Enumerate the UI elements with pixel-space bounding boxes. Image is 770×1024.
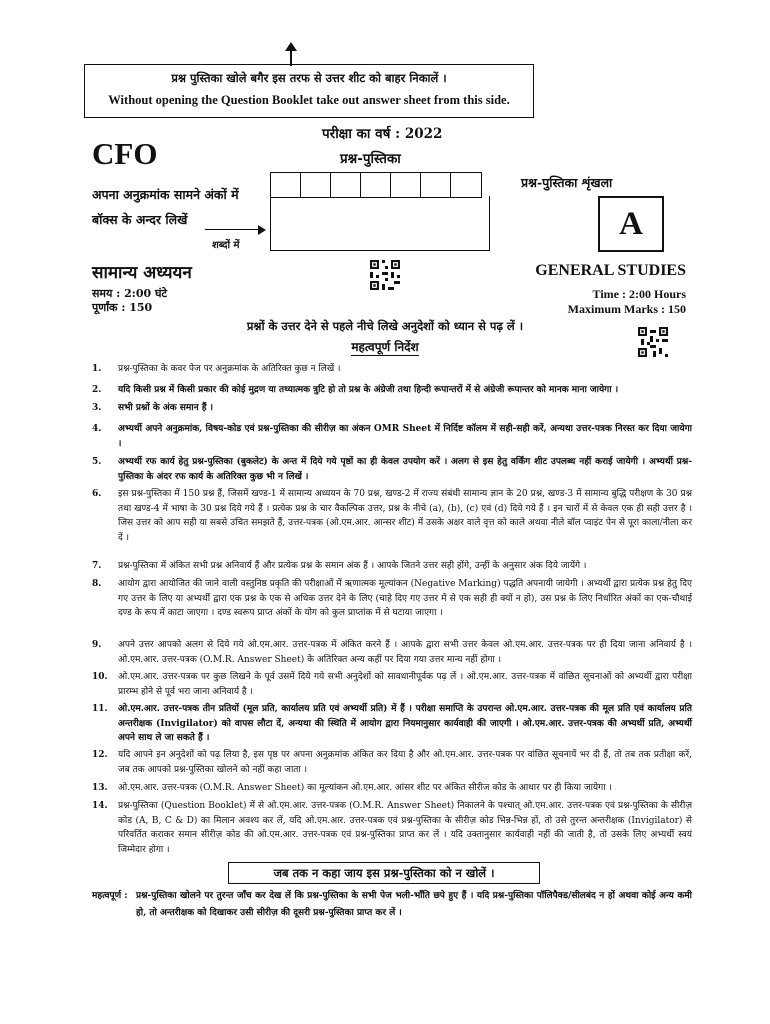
roll-number-instruction [92,182,239,232]
instruction-text: इस प्रश्न-पुस्तिका में 150 प्रश्न हैं, जिसमें खण्ड-1 में सामान्य अध्ययन के 70 प्रश्न, खण्ड-2 में राज्य संबंधी सामान्य ज्ञान के 20 प्रश्न, खण्ड-3 में सामान्य बुद्धि परीक्षण के 30 प्रश्न तथा खण्ड-4 में भाषा के 30 प्रश्न दिये गये हैं । प्रत्येक प्रश्न के चार वैकल्पिक उत्तर, प्रश्न के नीचे (a), (b), (c) एवं (d) दिये गये हैं । इन चारों में से केवल एक ही सही उत्तर है । जिस उत्तर को आप सही या सबसे उचित समझते हैं, उत्तर-पत्रक (ओ.एम.आर. आन्सर शीट) में उसके अक्षर वाले वृत्त को काले अथवा नीले बॉल प्वाइंट पेन से पूरा काला/नीला कर दें । [118,489,692,543]
tear-off-notice-english: Without opening the Question Booklet take out answer sheet from this side. [108,93,510,107]
do-not-open-notice: जब तक न कहा जाय इस प्रश्न-पुस्तिका को न खोलें । [228,862,540,884]
instruction-item [92,559,692,574]
exam-code: CFO [92,136,158,171]
instruction-item [92,455,692,484]
roll-number-digit-boxes[interactable] [270,172,482,198]
arrow-right-icon [258,225,266,235]
digit-box[interactable] [301,173,331,197]
digit-box[interactable] [451,173,481,197]
important-text: प्रश्न-पुस्तिका खोलने पर तुरन्त जाँच कर देख लें कि प्रश्न-पुस्तिका के सभी पेज भली-भाँति छपे हुए हैं । यदि प्रश्न-पुस्तिका पॉलिपैक्ड/सीलबंद न हों अथवा कोई अन्य कमी हो, तो अन्तरीक्षक को दिखाकर उसी सीरीज़ की दूसरी प्रश्न-पुस्तिका प्राप्त कर लें । [136,891,692,918]
digit-box[interactable] [331,173,361,197]
roll-pointer-arrow [205,229,260,230]
time-marks-english [568,287,686,317]
subject-hindi: सामान्य अध्ययन [92,263,192,283]
instruction-text: ओ.एम.आर. उत्तर-पत्रक पर कुछ लिखने के पूर्व उसमें दिये गये सभी अनुदेशों को सावधानीपूर्वक पढ़ लें । ओ.एम.आर. उत्तर-पत्रक में वांछित सूचनाओं को अभ्यर्थी द्वारा परीक्षा प्रारम्भ होने से पूर्व भरा जाना अनिवार्य है । [118,672,692,697]
booklet-label: प्रश्न-पुस्तिका [340,151,401,167]
instruction-number: 5. [92,457,102,467]
tear-off-notice-hindi: प्रश्न पुस्तिका खोले बगैर इस तरफ से उत्तर शीट को बाहर निकालें । [171,71,447,85]
instruction-item [92,799,692,857]
instruction-item [92,383,692,398]
instruction-text: ओ.एम.आर. उत्तर-पत्रक (O.M.R. Answer Sheet) का मूल्यांकन ओ.एम.आर. आंसर शीट पर अंकित सीरीज कोड के आधार पर ही किया जायेगा । [118,783,612,793]
instruction-number: 9. [92,640,102,650]
digit-box[interactable] [271,173,301,197]
instruction-number: 11. [92,704,108,714]
important-note [92,888,692,922]
instruction-number: 3. [92,403,102,413]
instruction-text: प्रश्न-पुस्तिका में अंकित सभी प्रश्न अनिवार्य हैं और प्रत्येक प्रश्न के समान अंक हैं । आपके जितने उत्तर सही होंगे, उन्हीं के अनुसार अंक दिये जायेंगे । [118,561,587,571]
instruction-item [92,362,692,377]
instruction-text: प्रश्न-पुस्तिका के कवर पेज पर अनुक्रमांक के अतिरिक्त कुछ न लिखें । [118,364,341,374]
instruction-text: अभ्यर्थी रफ कार्य हेतु प्रश्न-पुस्तिका (बुकलेट) के अन्त में दिये गये पृष्ठों का ही केवल उपयोग करें । अलग से इस हेतु वर्किंग शीट उपलब्ध नहीं कराई जायेगी । अभ्यर्थी प्रश्न-पुस्तिका के अंदर रफ कार्य के अतिरिक्त कुछ भी न लिखें । [118,457,692,482]
subject-english: GENERAL STUDIES [535,262,686,279]
instruction-item [92,702,692,746]
instruction-text: प्रश्न-पुस्तिका (Question Booklet) में से ओ.एम.आर. उत्तर-पत्रक (O.M.R. Answer Sheet) निकालने के पश्चात् ओ.एम.आर. उत्तर-पत्रक एवं प्रश्न-पुस्तिका के सीरीज़ कोड (A, B, C & D) का मिलान अवश्य कर लें, यदि ओ.एम.आर. उत्तर-पत्रक एवं प्रश्न-पुस्तिका के सीरीज़ कोड भिन्न-भिन्न हों, तो उसे तुरन्त अन्तरीक्षक (Invigilator) से परिवर्तित कराकर समान सीरीज़ कोड की ओ.एम.आर. उत्तर-पत्रक एवं प्रश्न-पुस्तिका प्राप्त कर लें । यदि उक्तानुसार कार्यवाही नहीं की जाती है, तो उसके लिए अभ्यर्थी स्वयं जिम्मेदार होगा । [118,801,692,855]
instruction-item [92,487,692,545]
instruction-text: यदि किसी प्रश्न में किसी प्रकार की कोई मुद्रण या तथ्यात्मक त्रुटि हो तो प्रश्न के अंग्रेजी तथा हिन्दी रूपान्तरों में से अंग्रेजी रूपान्तर को मानक माना जायेगा । [118,385,619,395]
instruction-item [92,670,692,699]
series-label: प्रश्न-पुस्तिका शृंखला [521,175,613,190]
marks-english: Maximum Marks : 150 [567,302,686,316]
instruction-number: 4. [92,424,102,434]
roll-instruction-line2: बॉक्स के अन्दर लिखें [92,212,188,227]
instruction-text: ओ.एम.आर. उत्तर-पत्रक तीन प्रतियों (मूल प्रति, कार्यालय प्रति एवं अभ्यर्थी प्रति) में हैं । परीक्षा समाप्ति के उपरान्त ओ.एम.आर. उत्तर-पत्रक की मूल प्रति एवं कार्यालय प्रति अन्तरीक्षक (Invigilator) को वापस लौटा दें, अन्यथा की स्थिति में आयोग द्वारा नियमानुसार कार्यवाही की जाएगी । ओ.एम.आर. उत्तर-पत्रक की अभ्यर्थी प्रति, अभ्यर्थी अपने साथ ले जा सकते हैं । [118,704,692,743]
instruction-item [92,638,692,667]
marks-hindi: पूर्णांक : 150 [92,301,153,314]
series-box: A [598,196,664,252]
instruction-text: अभ्यर्थी अपने अनुक्रमांक, विषय-कोड एवं प्रश्न-पुस्तिका की सीरीज़ का अंकन OMR Sheet में निर्दिष्ट कॉलम में सही-सही करें, अन्यथा उत्तर-पत्रक निरस्त कर दिया जायेगा । [118,424,692,449]
instruction-number: 7. [92,561,102,571]
instruction-number: 8. [92,579,102,589]
instruction-number: 12. [92,750,108,760]
instructions-intro: प्रश्नों के उत्तर देने से पहले नीचे लिखे अनुदेशों को ध्यान से पढ़ लें । [246,319,524,333]
time-english: Time : 2:00 Hours [592,287,686,301]
instruction-number: 1. [92,364,102,374]
time-hindi: समय : 2:00 घंटे [92,287,168,300]
digit-box[interactable] [361,173,391,197]
instruction-number: 14. [92,801,108,811]
instruction-item [92,577,692,621]
exam-year: परीक्षा का वर्ष : 2022 [322,126,443,142]
instruction-number: 10. [92,672,108,682]
time-marks-hindi [92,287,167,315]
instruction-item [92,401,692,416]
instruction-text: यदि आपने इन अनुदेशों को पढ़ लिया है, इस पृष्ठ पर अपना अनुक्रमांक अंकित कर दिया है और ओ.एम.आर. उत्तर-पत्रक पर वांछित सूचनायें भर दी हैं, तो तब तक प्रतीक्षा करें, जब तक आपको प्रश्न-पुस्तिका खोलने को नहीं कहा जाता । [118,750,692,775]
instruction-number: 13. [92,783,108,793]
instruction-number: 6. [92,489,102,499]
instruction-item [92,748,692,777]
instruction-item [92,781,692,796]
instruction-text: आयोग द्वारा आयोजित की जाने वाली वस्तुनिष्ठ प्रकृति की परीक्षाओं में ऋणात्मक मूल्यांकन (Negative Marking) पद्धति अपनायी जायेगी । अभ्यर्थी द्वारा प्रत्येक प्रश्न हेतु दिए गए उत्तर के लिए या अभ्यर्थी द्वारा एक प्रश्न के एक से अधिक उत्तर देने के लिए (चाहे दिए गए उत्तर में से एक सही ही क्यों न हो), उस प्रश्न के लिए निर्धारित अंकों का एक-चौथाई दण्ड के रूप में काटा जाएगा । दण्ड स्वरूप प्राप्त अंकों के योग को कुल प्राप्तांक में से घटाया जाएगा । [118,579,692,618]
instruction-number: 2. [92,385,102,395]
roll-number-words-box[interactable] [270,196,490,251]
digit-box[interactable] [421,173,451,197]
digit-box[interactable] [391,173,421,197]
words-label: शब्दों में [212,240,240,251]
qr-code-icon [370,260,400,290]
tear-off-notice [84,64,534,118]
instructions-heading-text: महत्वपूर्ण निर्देश [351,340,419,354]
instruction-item [92,422,692,451]
instruction-text: सभी प्रश्नों के अंक समान हैं । [118,403,214,413]
important-label: महत्वपूर्ण : [92,891,128,901]
instruction-text: अपने उत्तर आपको अलग से दिये गये ओ.एम.आर. उत्तर-पत्रक में अंकित करने हैं । आपके द्वारा सभी उत्तर केवल ओ.एम.आर. उत्तर-पत्रक पर ही दिया जाना अनिवार्य है । ओ.एम.आर. उत्तर-पत्रक (O.M.R. Answer Sheet) के अतिरिक्त अन्य कहीं पर दिया गया उत्तर मान्य नहीं होगा । [118,640,692,665]
roll-instruction-line1: अपना अनुक्रमांक सामने अंकों में [92,187,239,202]
instructions-heading [0,338,770,355]
